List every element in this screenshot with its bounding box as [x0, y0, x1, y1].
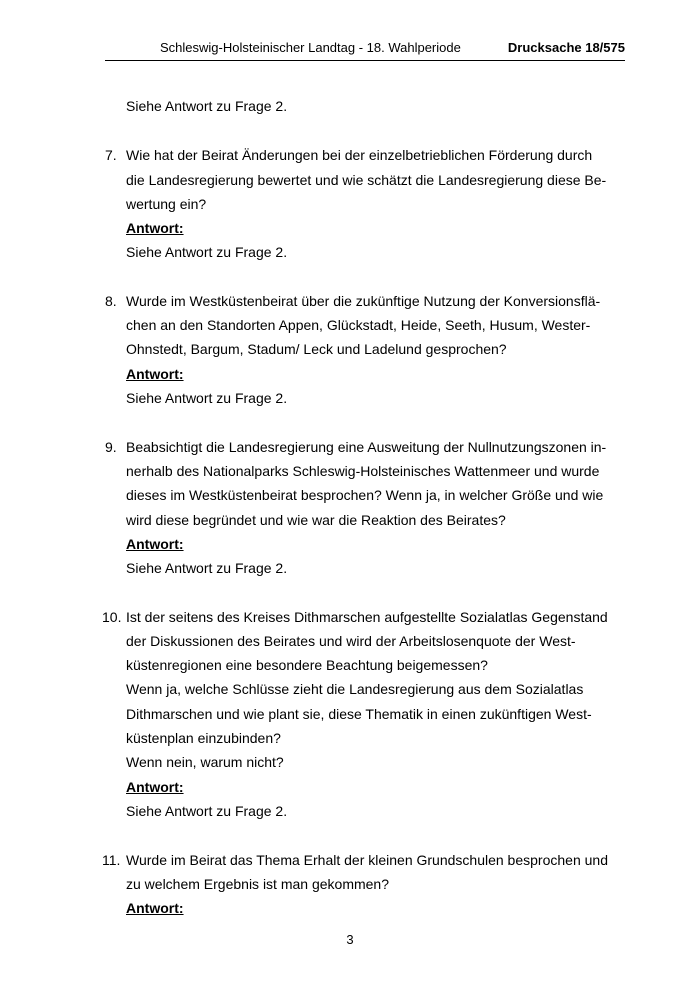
question-10-number: 10.	[102, 609, 122, 625]
question-8-answer-label: Antwort:	[126, 366, 184, 382]
question-7-line: die Landesregierung bewertet und wie schätzt die Landesregierung diese Be-	[126, 172, 607, 188]
question-10-line: küstenplan einzubinden?	[126, 730, 281, 746]
question-10-line: Wenn nein, warum nicht?	[126, 754, 284, 770]
header-doc-number: Drucksache 18/575	[507, 40, 625, 55]
question-11-number: 11.	[102, 852, 121, 868]
question-10-line: Ist der seitens des Kreises Dithmarschen aufgestellte Sozialatlas Gegenstand	[126, 609, 608, 625]
question-8-line: Wurde im Westküstenbeirat über die zukünftige Nutzung der Konversionsflä-	[126, 293, 601, 309]
question-8-line: chen an den Standorten Appen, Glückstadt, Heide, Seeth, Husum, Wester-	[126, 317, 591, 333]
question-7-answer-text: Siehe Antwort zu Frage 2.	[126, 244, 288, 260]
question-7-number: 7.	[105, 147, 117, 163]
question-7-answer-label: Antwort:	[126, 220, 184, 236]
page-header	[105, 40, 625, 60]
question-10-line: Dithmarschen und wie plant sie, diese Thematik in einen zukünftigen West-	[126, 706, 592, 722]
question-8-answer-text: Siehe Antwort zu Frage 2.	[126, 390, 288, 406]
question-7-line: wertung ein?	[126, 196, 207, 212]
question-9-line: Beabsichtigt die Landesregierung eine Ausweitung der Nullnutzungszonen in-	[126, 439, 607, 455]
question-10-line: der Diskussionen des Beirates und wird der Arbeitslosenquote der West-	[126, 633, 576, 649]
question-11-answer-label: Antwort:	[126, 900, 184, 916]
question-11-line: zu welchem Ergebnis ist man gekommen?	[126, 876, 390, 892]
question-9-answer-text: Siehe Antwort zu Frage 2.	[126, 560, 288, 576]
page-number: 3	[346, 932, 354, 947]
intro-answer-text: Siehe Antwort zu Frage 2.	[126, 98, 288, 114]
question-9-line: wird diese begründet und wie war die Reaktion des Beirates?	[126, 512, 506, 528]
question-11-line: Wurde im Beirat das Thema Erhalt der kleinen Grundschulen besprochen und	[126, 852, 608, 868]
question-9-line: nerhalb des Nationalparks Schleswig-Holsteinisches Wattenmeer und wurde	[126, 463, 600, 479]
question-10-line: Wenn ja, welche Schlüsse zieht die Landesregierung aus dem Sozialatlas	[126, 681, 584, 697]
question-8-line: Ohnstedt, Bargum, Stadum/ Leck und Ladelund gesprochen?	[126, 341, 507, 357]
header-rule	[105, 60, 625, 61]
question-9-answer-label: Antwort:	[126, 536, 184, 552]
question-10-answer-text: Siehe Antwort zu Frage 2.	[126, 803, 288, 819]
question-10-answer-label: Antwort:	[126, 779, 184, 795]
question-7-line: Wie hat der Beirat Änderungen bei der einzelbetrieblichen Förderung durch	[126, 147, 593, 163]
question-10-line: küstenregionen eine besondere Beachtung beigemessen?	[126, 657, 488, 673]
header-title: Schleswig-Holsteinischer Landtag - 18. Wahlperiode	[160, 40, 461, 55]
question-9-line: dieses im Westküstenbeirat besprochen? Wenn ja, in welcher Größe und wie	[126, 487, 604, 503]
question-9-number: 9.	[105, 439, 117, 455]
question-8-number: 8.	[105, 293, 117, 309]
